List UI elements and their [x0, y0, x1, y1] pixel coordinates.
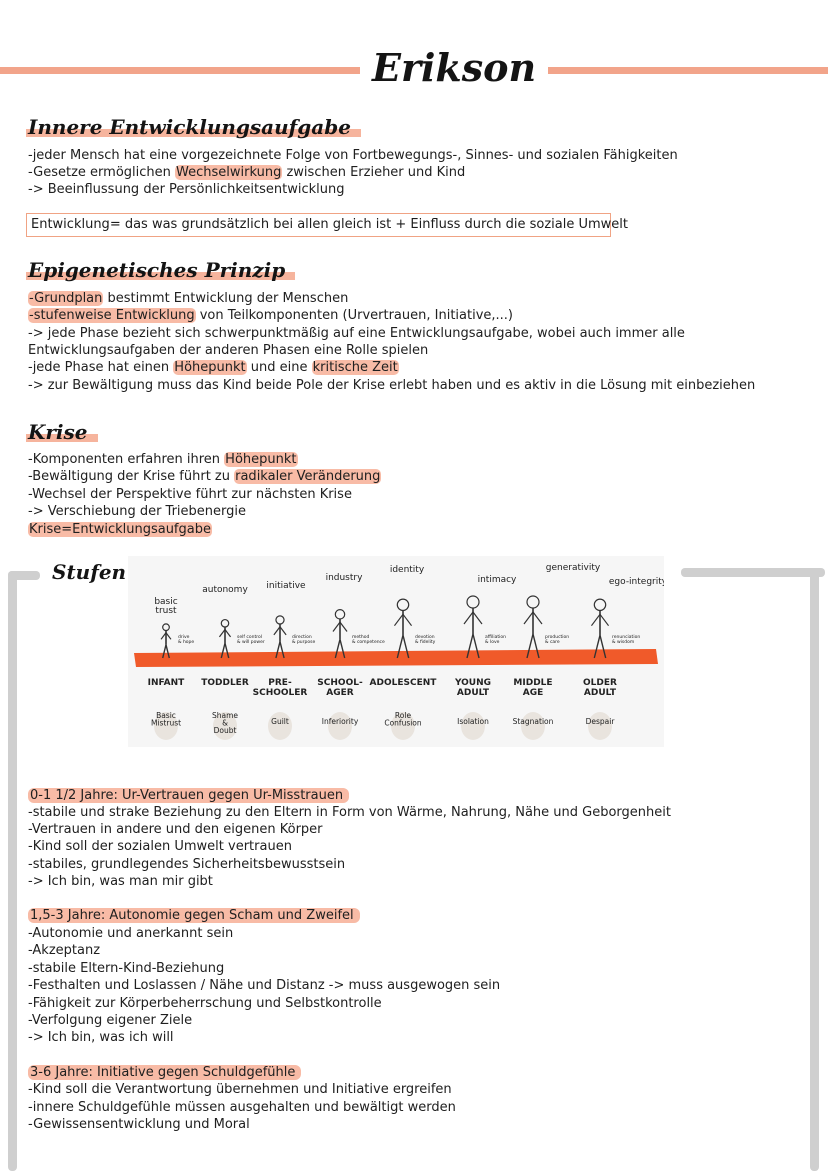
stage-figure [333, 610, 347, 658]
list-item: -> Ich bin, was man mir gibt [28, 874, 213, 889]
highlight: -Grundplan [29, 291, 103, 306]
stages-svg [128, 556, 664, 747]
list-item: -stabiles, grundlegendes Sicherheitsbewusstsein [28, 857, 346, 872]
stage-label: MIDDLE AGE [513, 678, 553, 698]
frame-top-left-bar [8, 571, 40, 580]
stage-label: ADOLESCENT [369, 678, 437, 688]
text-line: -> Beeinflussung der Persönlichkeitsentwicklung [28, 182, 345, 197]
strength-label: direction & purpose [292, 635, 316, 645]
stage-figure [524, 596, 542, 658]
crisis-label: Basic Mistrust [150, 711, 182, 728]
section-heading-krise: Krise [26, 419, 98, 445]
figure-head [397, 599, 408, 610]
page-title: Erikson [360, 42, 548, 94]
virtue-label: industry [325, 573, 363, 583]
erikson-stages-diagram [128, 556, 664, 747]
figure-arm [225, 629, 231, 636]
virtue-label: generativity [545, 563, 601, 573]
list-item: -Vertrauen in andere und den eigenen Körper [28, 822, 323, 837]
crisis-label: Despair [585, 717, 615, 726]
text-line: -Komponenten erfahren ihren Höhepunkt [28, 452, 297, 467]
stage-figure [219, 620, 230, 658]
text-line: -Wechsel der Perspektive führt zur nächsten Krise [28, 487, 352, 502]
text-line: Entwicklungsaufgaben der anderen Phasen eine Rolle spielen [28, 343, 429, 358]
virtue-label: initiative [266, 581, 306, 591]
list-item: -Fähigkeit zur Körperbeherrschung und Selbstkontrolle [28, 996, 382, 1011]
figure-arm [600, 614, 609, 625]
crisis-label: Stagnation [512, 717, 554, 726]
stage-label: YOUNG ADULT [454, 678, 492, 698]
text-line: -> Verschiebung der Triebenergie [28, 504, 247, 519]
highlight: Höhepunkt [174, 360, 246, 375]
figure-head [335, 610, 344, 619]
section-heading-epigenetisch: Epigenetisches Prinzip [26, 257, 295, 283]
figure-head [163, 624, 170, 631]
figure-arm [533, 612, 542, 624]
list-item: -Akzeptanz [28, 943, 101, 958]
text-line: -Gesetze ermöglichen Wechselwirkung zwischen Erzieher und Kind [28, 165, 466, 180]
crisis-label: Role Confusion [384, 711, 422, 728]
stage-label: PRE-SCHOOLER [252, 678, 308, 698]
stage-label: INFANT [147, 678, 185, 688]
strength-label: affiliation & love [485, 635, 506, 645]
figure-arm [473, 612, 482, 624]
frame-right-bar [810, 568, 819, 1171]
list-item: -Festhalten und Loslassen / Nähe und Distanz -> muss ausgewogen sein [28, 978, 501, 993]
strength-label: production & care [545, 635, 570, 645]
list-item: -Kind soll die Verantwortung übernehmen und Initiative ergreifen [28, 1082, 452, 1097]
list-item: -Verfolgung eigener Ziele [28, 1013, 193, 1028]
text-line: -jede Phase hat einen Höhepunkt und eine kritische Zeit [28, 360, 398, 375]
stage-label: SCHOOL-AGER [317, 678, 363, 698]
text-line: -> zur Bewältigung muss das Kind beide Pole der Krise erlebt haben und es aktiv in die Lösung mit einbeziehen [28, 378, 756, 393]
strength-label: drive & hope [178, 635, 195, 645]
frame-left-bar [8, 571, 17, 1171]
list-item: -stabile Eltern-Kind-Beziehung [28, 961, 225, 976]
figure-arm [340, 622, 347, 631]
text-line [28, 521, 212, 538]
text-line: -Bewältigung der Krise führt zu radikaler Veränderung [28, 469, 381, 484]
list-item: -Kind soll der sozialen Umwelt vertrauen [28, 839, 292, 854]
figure-arm [280, 627, 286, 635]
stage-label: TODDLER [201, 678, 249, 688]
highlight: Krise=Entwicklungsaufgabe [29, 522, 211, 537]
figure-head [467, 596, 479, 608]
virtue-label: intimacy [477, 575, 517, 585]
list-item: -Gewissensentwicklung und Moral [28, 1117, 250, 1132]
figure-arm [464, 612, 473, 624]
virtue-label: ego-integrity [608, 577, 664, 587]
figure-arm [333, 622, 340, 631]
highlight: kritische Zeit [312, 360, 398, 375]
figure-arm [403, 614, 412, 625]
stage-heading-1: 0-1 1/2 Jahre: Ur-Vertrauen gegen Ur-Misstrauen [28, 787, 349, 804]
figure-arm [219, 629, 225, 636]
timeline-bar [134, 649, 658, 667]
crisis-label: Inferiority [321, 717, 359, 726]
strength-label: devotion & fidelity [415, 635, 436, 645]
text-line: -Grundplan bestimmt Entwicklung der Menschen [29, 291, 349, 306]
virtue-label: identity [389, 565, 425, 575]
stage-figure [394, 599, 411, 658]
crisis-label: Isolation [457, 717, 489, 726]
figure-head [276, 616, 284, 624]
virtue-label: autonomy [202, 585, 248, 595]
figure-arm [394, 614, 403, 625]
crisis-label: Guilt [271, 717, 289, 726]
strength-label: self control & will power [237, 635, 265, 645]
list-item: -Autonomie und anerkannt sein [28, 926, 234, 941]
definition-box: Entwicklung= das was grundsätzlich bei allen gleich ist + Einfluss durch die soziale Umwelt [26, 213, 611, 237]
figure-arm [524, 612, 533, 624]
stage-figure [274, 616, 286, 658]
list-item: -stabile und strake Beziehung zu den Eltern in Form von Wärme, Nahrung, Nähe und Geborgenheit [28, 805, 671, 820]
figure-head [527, 596, 539, 608]
virtue-label: basic trust [154, 597, 178, 616]
strength-label: method & competence [352, 635, 385, 645]
highlight: radikaler Veränderung [235, 469, 381, 484]
text-line: -jeder Mensch hat eine vorgezeichnete Folge von Fortbewegungs-, Sinnes- und sozialen Fähigkeiten [28, 148, 678, 163]
list-item: -innere Schuldgefühle müssen ausgehalten und bewältigt werden [28, 1100, 456, 1115]
section-heading-innere: Innere Entwicklungsaufgabe [26, 114, 361, 140]
figure-arm [591, 614, 600, 625]
highlight: -stufenweise Entwicklung [29, 308, 195, 323]
strength-label: renunciation & wisdom [612, 635, 641, 645]
figure-head [594, 599, 605, 610]
stage-heading-3: 3-6 Jahre: Initiative gegen Schuldgefühle [28, 1064, 301, 1081]
text-line: -stufenweise Entwicklung von Teilkomponenten (Urvertrauen, Initiative,...) [29, 308, 513, 323]
highlight: Höhepunkt [225, 452, 297, 467]
figure-head [221, 620, 228, 627]
text-line: -> jede Phase bezieht sich schwerpunktmäßig auf eine Entwicklungsaufgabe, wobei auch immer alle [28, 326, 685, 341]
highlight: Wechselwirkung [176, 165, 282, 180]
frame-top-right-bar [681, 568, 825, 577]
crisis-label: Shame & Doubt [211, 711, 239, 735]
stufen-heading: Stufen [52, 560, 127, 584]
list-item: -> Ich bin, was ich will [28, 1030, 174, 1045]
stage-heading-2: 1,5-3 Jahre: Autonomie gegen Scham und Zweifel [28, 907, 360, 924]
stage-label: OLDER ADULT [583, 678, 617, 698]
stage-figure [591, 599, 608, 658]
stage-figure [464, 596, 482, 658]
figure-arm [274, 627, 280, 635]
